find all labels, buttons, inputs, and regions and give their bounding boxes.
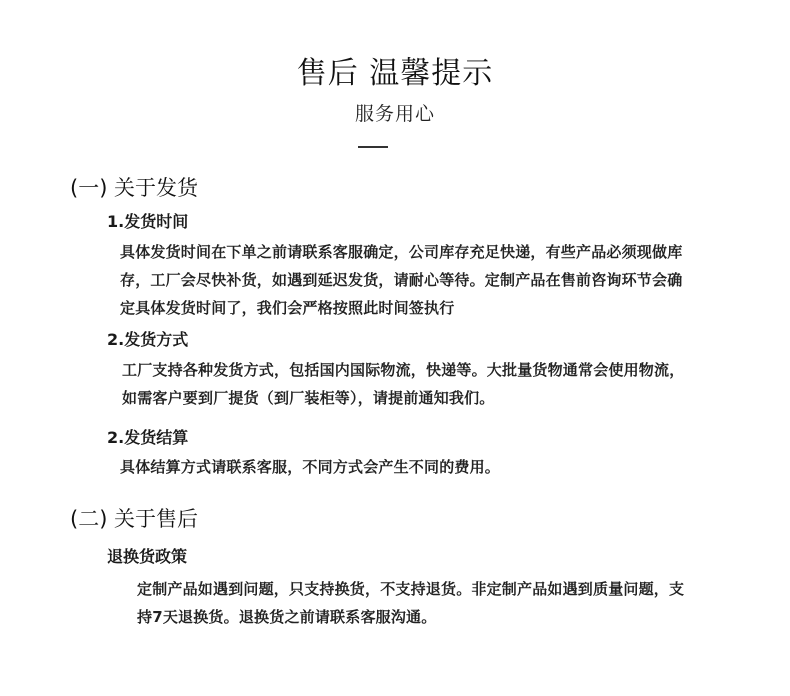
paragraph-shipping-settlement: 具体结算方式请联系客服，不同方式会产生不同的费用。	[120, 458, 501, 476]
paragraph-shipping-time: 具体发货时间在下单之前请联系客服确定，公司库存充足快递，有些产品必须现做库存，工厂会尽快补货，如遇到延迟发货，请耐心等待。定制产品在售前咨询环节会确定具体发货时间了，我们会严格按照此时间签执行	[120, 243, 683, 317]
paragraph-return-policy: 定制产品如遇到问题，只支持换货，不支持退货。非定制产品如遇到质量问题，支持7天退换货。退换货之前请联系客服沟通。	[137, 580, 685, 626]
title-divider	[358, 146, 388, 148]
paragraph-shipping-method: 工厂支持各种发货方式，包括国内国际物流，快递等。大批量货物通常会使用物流，如需客户要到厂提货（到厂装柜等），请提前通知我们。	[122, 361, 685, 407]
page-subtitle: 服务用心	[354, 103, 435, 125]
subheading-return-policy: 退换货政策	[107, 547, 188, 566]
section-heading-shipping: (一) 关于发货	[70, 176, 199, 200]
subheading-shipping-method: 2.发货方式	[107, 330, 189, 349]
subheading-shipping-settlement: 2.发货结算	[107, 428, 189, 447]
subheading-shipping-time: 1.发货时间	[107, 212, 189, 231]
page-title: 售后 温馨提示	[296, 56, 494, 91]
section-heading-after-sales: (二) 关于售后	[70, 507, 199, 531]
